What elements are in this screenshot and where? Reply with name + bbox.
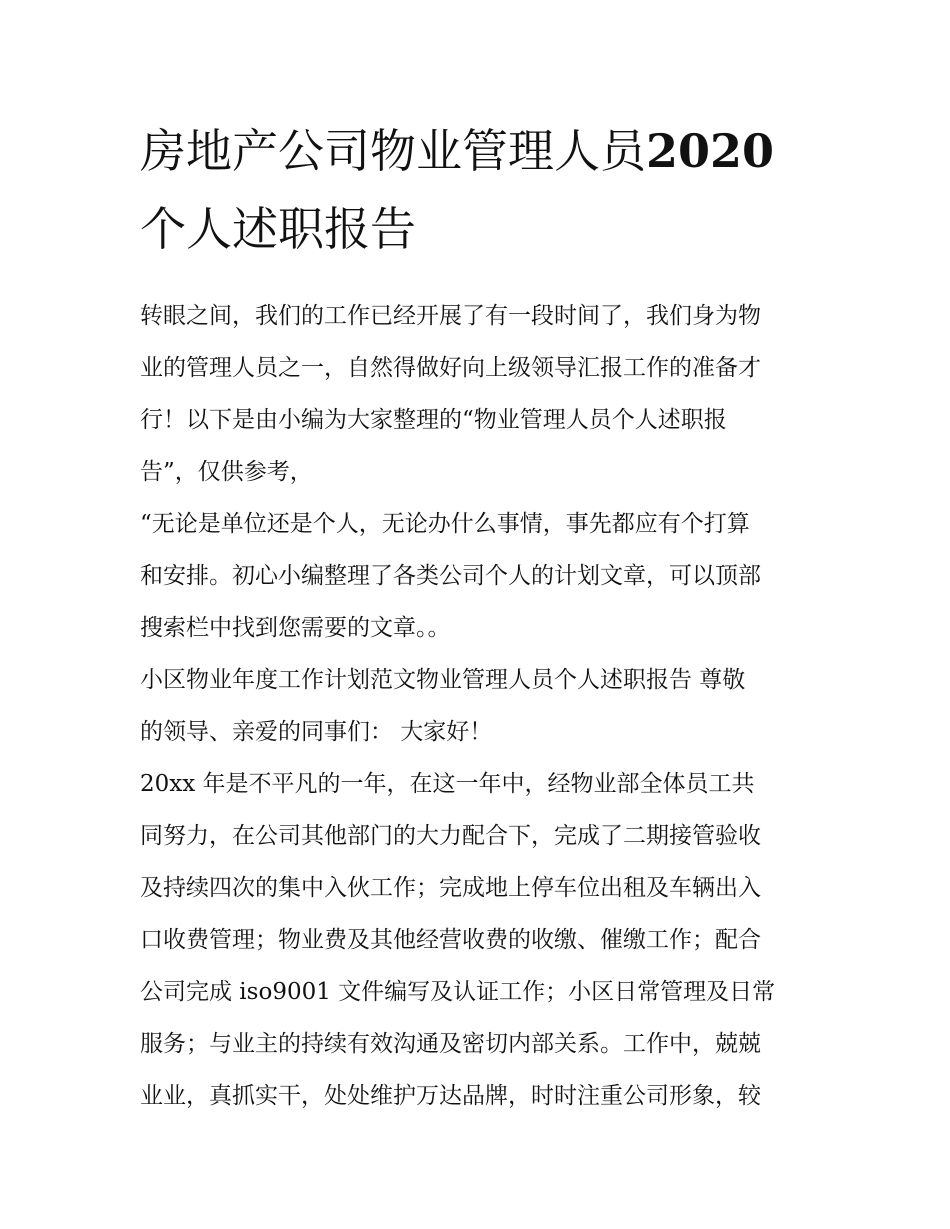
title-line-1-text: 房地产公司物业管理人员 <box>140 124 646 178</box>
body-line: 搜索栏中找到您需要的文章。。 <box>140 615 451 641</box>
body-line: 公司完成 iso9001 文件编写及认证工作；小区日常管理及日常 <box>140 979 776 1005</box>
title-line-2: 个人述职报告 <box>140 202 416 256</box>
body-line: 服务；与业主的持续有效沟通及密切内部关系。工作中，兢兢 <box>140 1031 761 1057</box>
body-line: “无论是单位还是个人，无论办什么事情，事先都应有个打算 <box>140 511 750 537</box>
body-line: 业业，真抓实干，处处维护万达品牌，时时注重公司形象，较 <box>140 1083 761 1109</box>
document-title <box>140 112 820 268</box>
document-body <box>140 290 820 1122</box>
title-year: 2020 <box>646 124 775 178</box>
body-line: 业的管理人员之一，自然得做好向上级领导汇报工作的准备才 <box>140 355 761 381</box>
body-line: 小区物业年度工作计划范文物业管理人员个人述职报告 尊敬 <box>140 667 746 693</box>
body-line: 和安排。初心小编整理了各类公司个人的计划文章，可以顶部 <box>140 563 761 589</box>
body-line: 及持续四次的集中入伙工作；完成地上停车位出租及车辆出入 <box>140 875 761 901</box>
body-line: 转眼之间，我们的工作已经开展了有一段时间了，我们身为物 <box>140 303 761 329</box>
body-line: 口收费管理；物业费及其他经营收费的收缴、催缴工作；配合 <box>140 927 761 953</box>
title-line-1 <box>140 112 820 190</box>
body-line: 20xx 年是不平凡的一年，在这一年中，经物业部全体员工共 <box>140 771 755 797</box>
body-line: 同努力，在公司其他部门的大力配合下，完成了二期接管验收 <box>140 823 761 849</box>
document-page <box>140 112 820 1122</box>
body-line: 告”，仅供参考， <box>140 459 313 485</box>
body-line: 的领导、亲爱的同事们： 大家好！ <box>140 719 493 745</box>
body-line: 行！以下是由小编为大家整理的“物业管理人员个人述职报 <box>140 407 727 433</box>
